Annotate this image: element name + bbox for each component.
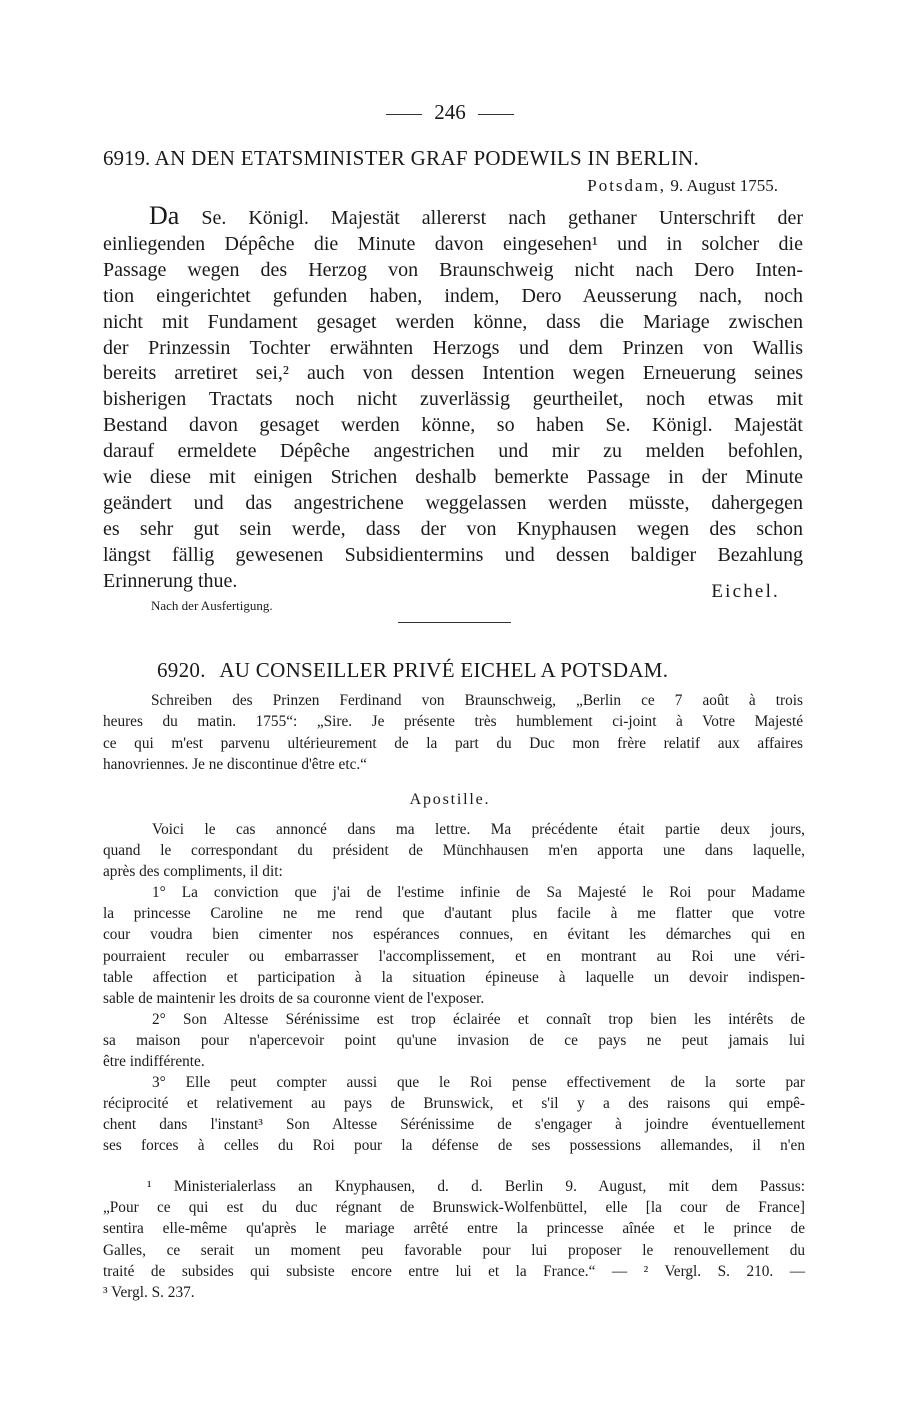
letter-body (103, 203, 803, 595)
apostille-heading: Apostille. (409, 791, 491, 808)
body-line: längst fällig gewesenen Subsidientermins und dessen baldiger Bezahlung (103, 543, 803, 566)
letter-title: AN DEN ETATSMINISTER GRAF PODEWILS IN BERLIN. (154, 146, 700, 170)
signature: Eichel. (711, 581, 780, 602)
body-line: der Prinzessin Tochter erwähnten Herzogs und dem Prinzen von Wallis (103, 336, 803, 359)
footnote-line: ¹ Ministerialerlass an Knyphausen, d. d. Berlin 9. August, mit dem Passus: (147, 1178, 805, 1195)
body-line: bisherigen Tractats noch nicht zuverlässig geurtheilet, noch etwas mit (103, 388, 803, 411)
letter-place: Potsdam, (587, 176, 667, 195)
body-line: es sehr gut sein werde, dass der von Knyphausen wegen des schon (103, 517, 803, 540)
body-line (103, 203, 803, 232)
apostille-body (103, 819, 805, 1157)
letter-heading-6920 (157, 658, 668, 683)
apostille-line: la princesse Caroline ne me rend que d'autant plus facile à me flatter que votre (103, 905, 805, 923)
letter-date: 9. August 1755. (670, 176, 778, 195)
letter-dateline (587, 176, 778, 196)
header-rule-left (386, 114, 422, 115)
apostille-line: pourraient reculer ou embarrasser l'accomplissement, et en montrant au Roi une véri- (103, 947, 805, 965)
body-line: wie diese mit einigen Strichen deshalb bemerkte Passage in der Minute (103, 466, 803, 489)
letter-number: 6920. (157, 658, 206, 682)
page-number: 246 (434, 100, 466, 124)
intro-line-last: hanovriennes. Je ne discontinue d'être etc.“ (103, 755, 367, 773)
letter-title: AU CONSEILLER PRIVÉ EICHEL A POTSDAM. (219, 658, 669, 682)
body-line-text: Se. Königl. Majestät allererst nach gethaner Unterschrift der (201, 207, 803, 229)
body-line: geändert und das angestrichene weggelassen werden müsste, dahergegen (103, 491, 803, 514)
footnote-line: Galles, ce serait un moment peu favorable pour lui proposer le renouvellement du (103, 1241, 805, 1259)
apostille-line: cour voudra bien cimenter nos espérances connues, en évitant les démarches qui en (103, 926, 805, 944)
apostille-line: 1° La conviction que j'ai de l'estime infinie de Sa Majesté le Roi pour Madame (152, 884, 805, 902)
apostille-line: 3° Elle peut compter aussi que le Roi pense effectivement de la sorte par (152, 1074, 805, 1092)
apostille-line: sa maison pour n'apercevoir point qu'une invasion de ce pays ne peut jamais lui (103, 1031, 805, 1049)
page-number-header (0, 100, 900, 125)
letter-number: 6919. (103, 146, 151, 170)
body-line: Passage wegen des Herzog von Braunschweig nicht nach Dero Inten- (103, 258, 803, 281)
apostille-line: ses forces à celles du Roi pour la défense de ses possessions allemandes, il n'en (103, 1137, 805, 1155)
apostille-line-last: après des compliments, il dit: (103, 863, 283, 881)
letter-heading-6919 (103, 146, 803, 171)
section-divider (398, 622, 511, 623)
source-note: Nach der Ausfertigung. (151, 598, 273, 613)
apostille-line-last: être indifférente. (103, 1053, 205, 1071)
intro-line: ce qui m'est parvenu ultérieurement de la part du Duc mon frère relatif aux affaires (103, 734, 803, 752)
intro-line: Schreiben des Prinzen Ferdinand von Braunschweig, „Berlin ce 7 août à trois (151, 692, 803, 709)
footnotes (103, 1176, 805, 1303)
apostille-line-last: sable de maintenir les droits de sa couronne vient de l'exposer. (103, 989, 485, 1007)
body-line-last: Erinnerung thue. (103, 569, 238, 592)
body-line: einliegenden Dépêche die Minute davon eingesehen¹ und in solcher die (103, 232, 803, 255)
body-line: nicht mit Fundament gesaget werden könne, dass die Mariage zwischen (103, 310, 803, 333)
apostille-line: réciprocité et relativement au pays de Brunswick, et s'il y a des raisons qui empê- (103, 1095, 805, 1113)
apostille-line: quand le correspondant du président de Münchhausen m'en apporta une dans laquelle, (103, 842, 805, 860)
apostille-line: chent dans l'instant³ Son Altesse Sérénissime de s'engager à joindre éventuellement (103, 1116, 805, 1134)
body-line: bereits arretiret sei,² auch von dessen Intention wegen Erneuerung seines (103, 362, 803, 385)
apostille-line: Voici le cas annoncé dans ma lettre. Ma précédente était partie deux jours, (152, 821, 805, 838)
footnote-line: traité de subsides qui subsiste encore entre lui et la France.“ — ² Vergl. S. 210. — (103, 1262, 805, 1280)
apostille-line: 2° Son Altesse Sérénissime est trop éclairée et connaît trop bien les intérêts de (152, 1010, 805, 1028)
letter-intro (103, 690, 803, 775)
header-rule-right (478, 114, 514, 115)
intro-line: heures du matin. 1755“: „Sire. Je présente très humblement ci-joint à Votre Majesté (103, 713, 803, 731)
body-line: darauf ermeldete Dépêche angestrichen und mir zu melden befohlen, (103, 440, 803, 463)
body-line: tion eingerichtet gefunden haben, indem, Dero Aeusserung nach, noch (103, 284, 803, 307)
footnote-line: „Pour ce qui est du duc régnant de Brunswick-Wolfenbüttel, elle [la cour de France] (103, 1199, 805, 1217)
footnote-line: sentira elle-même qu'après le mariage arrêté entre la princesse aînée et le prince de (103, 1220, 805, 1238)
body-line: Bestand davon gesaget werden könne, so haben Se. Königl. Majestät (103, 414, 803, 437)
opening-word: Da (149, 201, 180, 230)
apostille-line: table affection et participation à la situation épineuse à laquelle un devoir indispen- (103, 968, 805, 986)
footnote-line-last: ³ Vergl. S. 237. (103, 1284, 195, 1302)
